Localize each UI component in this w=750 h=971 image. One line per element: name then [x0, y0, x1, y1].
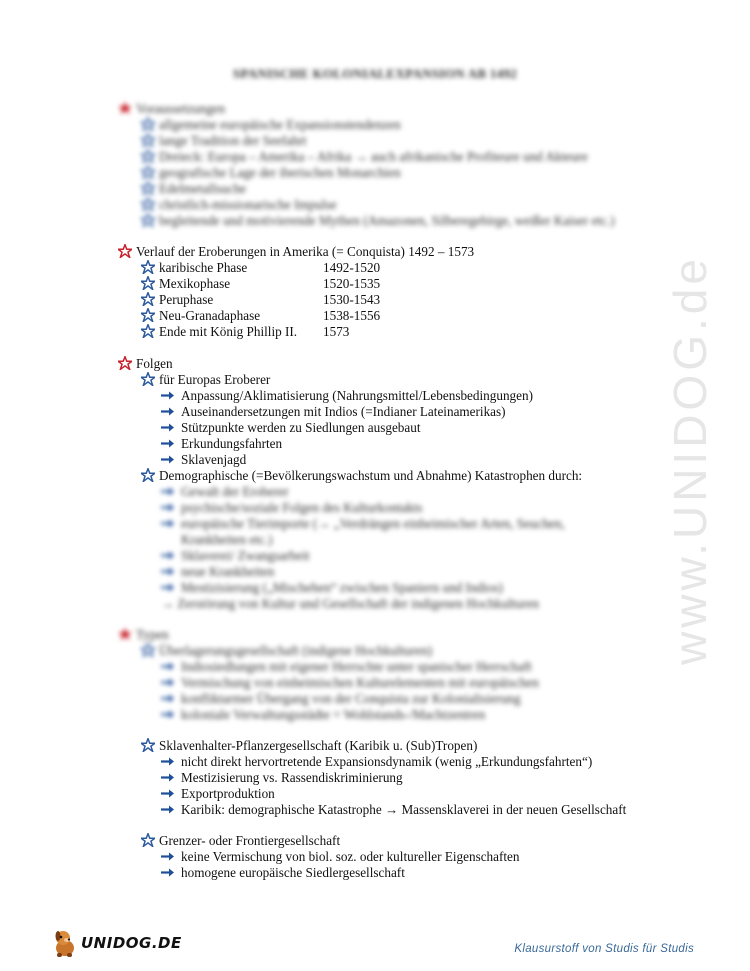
subsection-heading: Grenzer- oder Frontiergesellschaft	[141, 833, 340, 849]
list-item: europäische Tierimporte (→ „Verdrängen einheimischer Arten, Seuchen,	[161, 516, 565, 532]
list-item: Gewalt der Eroberer	[161, 484, 289, 500]
list-item: lange Tradition der Seefahrt	[141, 133, 307, 149]
arrow-right-icon	[161, 786, 175, 802]
phase-years: 1538-1556	[323, 308, 381, 323]
arrow-right-icon	[161, 500, 175, 516]
blue-star-icon	[141, 149, 155, 163]
blue-star-icon	[141, 468, 155, 482]
phase-row	[141, 276, 441, 292]
blue-star-icon	[141, 738, 155, 752]
arrow-right-icon	[161, 516, 175, 532]
list-item: Mestizisierung vs. Rassendiskriminierung	[161, 770, 403, 786]
list-item: Exportproduktion	[161, 786, 275, 802]
phase-label: Peruphase	[159, 292, 214, 307]
list-item: begleitende und motivierende Mythen (Amazonen, Silberegebirge, weißer Kaiser etc.)	[141, 213, 615, 229]
list-item: Karibik: demographische Katastrophe → Massensklaverei in der neuen Gesellschaft	[161, 802, 626, 818]
arrow-right-icon	[161, 865, 175, 881]
list-item: homogene europäische Siedlergesellschaft	[161, 865, 405, 881]
blue-star-icon	[141, 181, 155, 195]
list-item: geografische Lage der iberischen Monarchien	[141, 165, 401, 181]
section-heading: Folgen	[118, 356, 173, 372]
list-item: Edelmetallsuche	[141, 181, 246, 197]
list-item: konfliktarmer Übergang von der Conquista zur Kolonialisierung	[161, 691, 521, 707]
red-star-icon	[118, 244, 132, 258]
section-heading: Verlauf der Eroberungen in Amerika (= Conquista) 1492 – 1573	[118, 244, 474, 260]
blue-star-icon	[141, 324, 155, 338]
footer-tagline: Klausurstoff von Studis für Studis	[514, 943, 694, 955]
arrow-right-icon	[161, 404, 175, 420]
arrow-right-icon	[161, 564, 175, 580]
arrow-right-icon	[161, 548, 175, 564]
phase-label: Mexikophase	[159, 276, 231, 291]
list-item: Auseinandersetzungen mit Indios (=Indianer Lateinamerikas)	[161, 404, 506, 420]
phase-row	[141, 292, 441, 308]
arrow-right-icon	[161, 388, 175, 404]
list-item: allgemeine europäische Expansionstendenzen	[141, 117, 401, 133]
red-star-icon	[118, 101, 132, 115]
section-heading: Voraussetzungen	[118, 101, 225, 117]
phase-label: karibische Phase	[159, 260, 248, 275]
list-item: Indiosiedlungen mit eigener Herrschte unter spanischer Herrschaft	[161, 659, 532, 675]
list-item: Mestizisierung („Mischehen“ zwischen Spaniern und Indios)	[161, 580, 503, 596]
document-title: SPANISCHE KOLONIALEXPANSION AB 1492	[232, 66, 518, 81]
list-item: Stützpunkte werden zu Siedlungen ausgebaut	[161, 420, 421, 436]
blue-star-icon	[141, 213, 155, 227]
list-item-continuation: Krankheiten etc.)	[181, 532, 273, 547]
phase-years: 1520-1535	[323, 276, 381, 291]
section-heading: Typen	[118, 627, 169, 643]
phase-years: 1573	[323, 324, 350, 339]
blue-star-icon	[141, 197, 155, 211]
list-item: Erkundungsfahrten	[161, 436, 282, 452]
arrow-right-icon	[161, 849, 175, 865]
arrow-right-icon	[161, 452, 175, 468]
arrow-right-icon	[161, 675, 175, 691]
phase-label: Neu-Granadaphase	[159, 308, 261, 323]
blue-star-icon	[141, 308, 155, 322]
arrow-right-icon	[161, 691, 175, 707]
arrow-right-icon	[161, 580, 175, 596]
list-item: christlich-missionarische Impulse	[141, 197, 337, 213]
arrow-right-icon	[161, 436, 175, 452]
red-star-icon	[118, 356, 132, 370]
unidog-logo[interactable]	[52, 928, 182, 958]
phase-years: 1530-1543	[323, 292, 381, 307]
arrow-right-icon	[161, 707, 175, 723]
phase-label: Ende mit König Phillip II.	[159, 324, 298, 339]
watermark: www.UNIDOG.de	[664, 255, 716, 665]
arrow-right-icon	[161, 484, 175, 500]
blue-star-icon	[141, 372, 155, 386]
phase-row	[141, 260, 441, 276]
arrow-right-icon	[161, 420, 175, 436]
phase-years: 1492-1520	[323, 260, 381, 275]
arrow-right-icon	[161, 754, 175, 770]
list-item: Anpassung/Aklimatisierung (Nahrungsmittel/Lebensbedingungen)	[161, 388, 533, 404]
blue-star-icon	[141, 833, 155, 847]
blue-star-icon	[141, 260, 155, 274]
subsection-heading: Demographische (=Bevölkerungswachstum und Abnahme) Katastrophen durch:	[141, 468, 582, 484]
subsection-heading: Sklavenhalter-Pflanzergesellschaft (Karibik u. (Sub)Tropen)	[141, 738, 477, 754]
list-item: keine Vermischung von biol. soz. oder kultureller Eigenschaften	[161, 849, 520, 865]
arrow-right-icon	[161, 659, 175, 675]
blue-star-icon	[141, 292, 155, 306]
list-item: psychische/soziale Folgen des Kulturkontakts	[161, 500, 422, 516]
phase-row	[141, 324, 441, 340]
list-item: neue Krankheiten	[161, 564, 274, 580]
subsection-heading: für Europas Eroberer	[141, 372, 270, 388]
phase-row	[141, 308, 441, 324]
blue-star-icon	[141, 643, 155, 657]
blue-star-icon	[141, 165, 155, 179]
list-item-conclusion: → Zerstörung von Kultur und Gesellschaft der indigenen Hochkulturen	[161, 596, 539, 611]
brand-name: UNIDOG.DE	[81, 934, 182, 952]
list-item: Sklaverei/ Zwangsarbeit	[161, 548, 310, 564]
arrow-right-icon	[161, 802, 175, 818]
blue-star-icon	[141, 276, 155, 290]
list-item: koloniale Verwaltungsstädte = Wohlstands-/Machtzentren	[161, 707, 485, 723]
list-item: nicht direkt hervortretende Expansionsdynamik (wenig „Erkundungsfahrten“)	[161, 754, 592, 770]
list-item: Sklavenjagd	[161, 452, 246, 468]
dog-mascot-icon	[52, 928, 78, 958]
list-item: Vermischung von einheimischen Kulturelementen mit europäischen	[161, 675, 539, 691]
arrow-right-icon	[161, 770, 175, 786]
list-item: Dreieck: Europa – Amerika – Afrika → auch afrikanische Profiteure und Akteure	[141, 149, 588, 165]
blue-star-icon	[141, 133, 155, 147]
blue-star-icon	[141, 117, 155, 131]
red-star-icon	[118, 627, 132, 641]
subsection-heading: Überlagerungsgesellschaft (indigene Hochkulturen)	[141, 643, 432, 659]
